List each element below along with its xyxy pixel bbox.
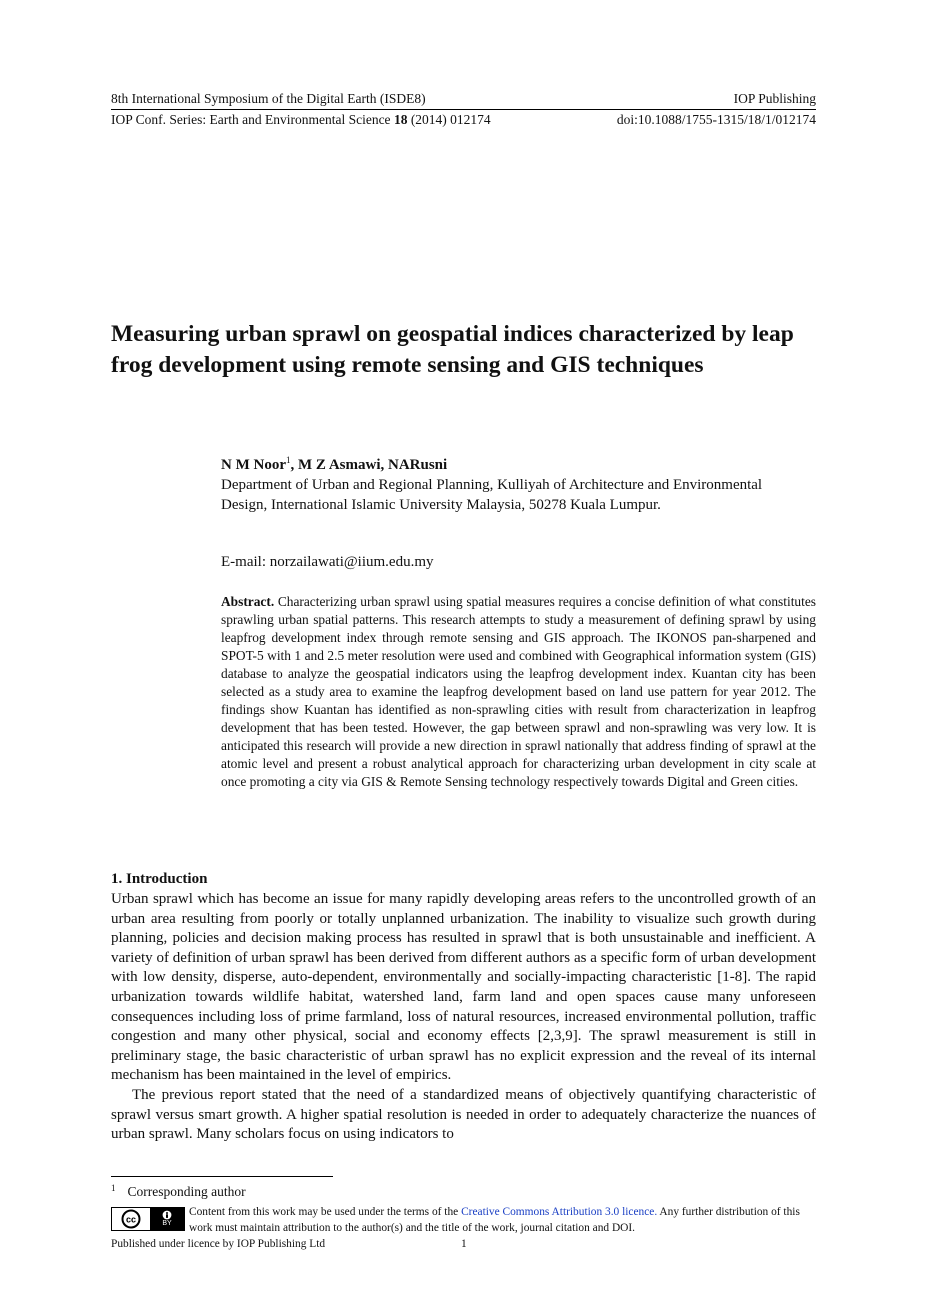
author-email: E-mail: norzailawati@iium.edu.my	[221, 554, 434, 570]
paper-title: Measuring urban sprawl on geospatial indices characterized by leap frog development using remote sensing and GIS techniques	[111, 321, 794, 378]
author-list	[221, 455, 447, 474]
abstract-text: Characterizing urban sprawl using spatial measures requires a concise definition of what constitutes sprawling urban spatial patterns. This research attempts to study a measurement of defining sprawl by using leapfrog development index through remote sensing and GIS approach. The IKONOS pan-sharpened and SPOT-5 with 1 and 2.5 meter resolution were used and combined with Geographical information system (GIS) database to analyze the geospatial indicators using the leapfrog development index. Kuantan city has been selected as a study area to examine the leapfrog development based on land use pattern for year 2012. The findings show Kuantan has identified as non-sprawling cities with result from characterization in leapfrog development that has been tested. However, the gap between sprawl and non-sprawling was very low. It is anticipated this research will provide a new direction in sprawl nationally that address finding of sprawl at the atomic level and present a robust analytical approach for characterizing urban development in city scale at once promoting a city via GIS & Remote Sensing technology respectively towards Digital and Green cities.	[221, 594, 816, 789]
license-text-after: Any further distribution of this work must maintain attribution to the author(s) and the title of the work, journal citation and DOI.	[189, 1206, 800, 1234]
by-icon-text: BY	[162, 1220, 172, 1227]
affiliation: Department of Urban and Regional Planning, Kulliyah of Architecture and Environmental Design, International Islamic University Malaysia, 50278 Kuala Lumpur.	[221, 477, 763, 513]
series-suffix: (2014) 012174	[407, 112, 491, 127]
series-prefix: IOP Conf. Series: Earth and Environmental Science	[111, 112, 394, 127]
license-link[interactable]: Creative Commons Attribution 3.0 licence.	[461, 1206, 658, 1218]
section-heading-introduction: 1. Introduction	[111, 871, 208, 887]
license-notice	[189, 1205, 819, 1236]
footnote-mark: 1	[111, 1183, 116, 1193]
by-icon	[150, 1208, 184, 1230]
published-notice: Published under licence by IOP Publishing Ltd	[111, 1238, 326, 1250]
abstract	[221, 593, 816, 791]
running-header-series	[111, 112, 491, 128]
author-first: N M Noor	[221, 457, 286, 473]
abstract-label: Abstract.	[221, 594, 275, 609]
running-header-publisher: IOP Publishing	[733, 91, 816, 106]
introduction-body	[111, 890, 816, 1145]
license-text-before: Content from this work may be used under the terms of the	[189, 1206, 462, 1218]
author-footnote-mark: 1	[285, 455, 291, 465]
cc-by-badge[interactable]	[111, 1207, 185, 1231]
page-number: 1	[461, 1238, 467, 1250]
footnote-text: Corresponding author	[127, 1184, 246, 1199]
author-rest: , M Z Asmawi, NARusni	[290, 457, 448, 473]
cc-icon-text: cc	[125, 1214, 137, 1225]
introduction-paragraph-1: Urban sprawl which has become an issue for many rapidly developing areas refers to the uncontrolled growth of an urban area resulting from poorly or totally unplanned urbanization. The inability to visualize such growth during planning, policies and decision making process has resulted in sprawl that is both unsustainable and inefficient. A variety of definition of urban sprawl has been derived from different authors as a specific form of urban development with low density, disperse, auto-dependent, environmentally and socially-impacting characteristic [1-8]. The rapid urbanization towards wildlife habitat, watershed land, farm land and open spaces cause many unforeseen consequences including loss of prime farmland, loss of natural resources, increased environmental pollution, traffic congestion and many other physical, social and economy effects [2,3,9]. The sprawl measurement is still in preliminary stage, the basic characteristic of urban sprawl has no explicit expression and the reveal of its internal mechanism has been maintained in the level of empirics.	[111, 891, 816, 1084]
running-header-conference: 8th International Symposium of the Digital Earth (ISDE8)	[111, 91, 426, 106]
cc-icon	[112, 1208, 150, 1230]
header-rule	[111, 109, 816, 110]
series-volume: 18	[393, 112, 408, 127]
footnote-rule	[111, 1176, 333, 1177]
footnote	[111, 1183, 246, 1200]
running-header-doi: doi:10.1088/1755-1315/18/1/012174	[616, 112, 816, 127]
introduction-paragraph-2: The previous report stated that the need of a standardized means of objectively quantifying characteristic of sprawl versus smart growth. A higher spatial resolution is needed in order to adequately characterize the nuances of urban sprawl. Many scholars focus on using indicators to	[111, 1086, 816, 1143]
